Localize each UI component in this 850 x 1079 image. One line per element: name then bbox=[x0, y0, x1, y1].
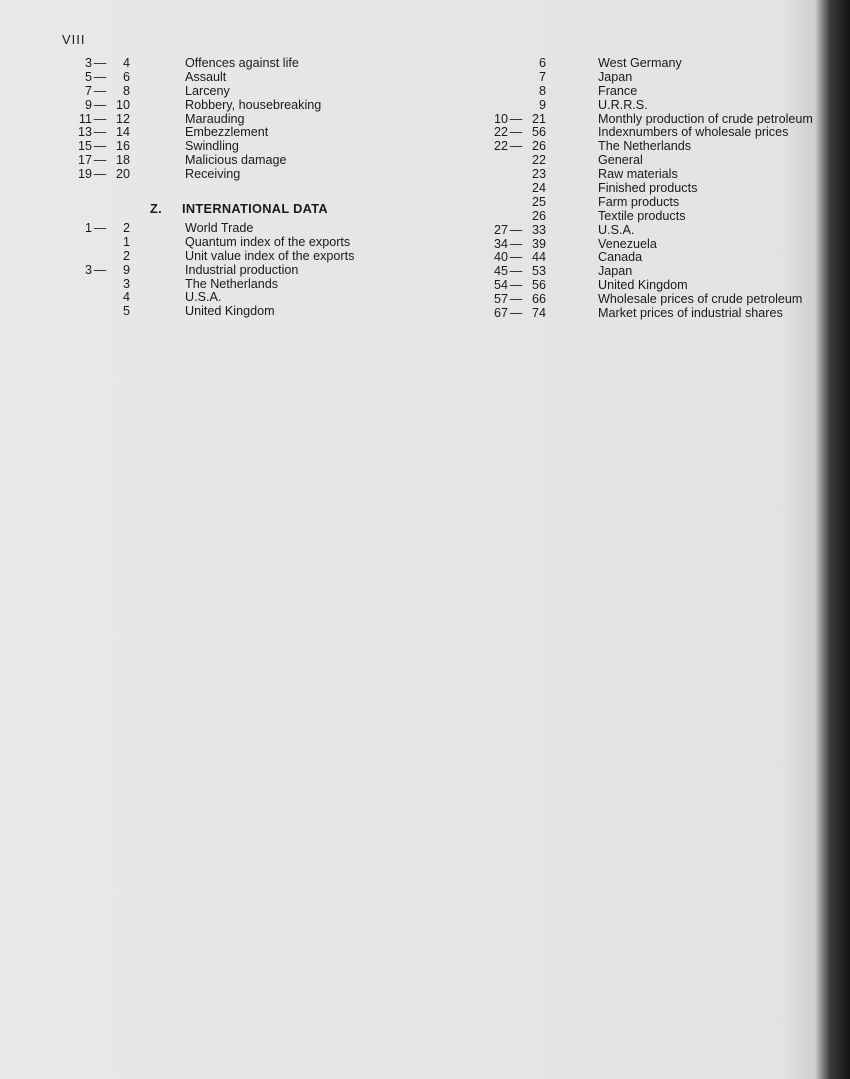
table-number-range bbox=[472, 140, 592, 154]
table-number-range bbox=[472, 57, 592, 71]
entry-label: United Kingdom bbox=[598, 278, 688, 293]
range-end: 1 bbox=[122, 234, 130, 249]
table-number-range bbox=[56, 222, 179, 236]
table-number-range bbox=[56, 99, 179, 113]
table-number-range bbox=[472, 210, 592, 224]
range-start: 22 bbox=[493, 125, 508, 140]
range-start: 40 bbox=[493, 250, 508, 265]
range-end: 8 bbox=[122, 83, 130, 98]
range-dash: — bbox=[93, 167, 107, 182]
range-end: 26 bbox=[531, 139, 546, 154]
range-start: 57 bbox=[493, 292, 508, 307]
range-end: 39 bbox=[531, 236, 546, 251]
table-entry bbox=[472, 85, 813, 99]
table-number-range bbox=[56, 113, 179, 127]
range-dash: — bbox=[93, 139, 107, 154]
entry-label: Unit value index of the exports bbox=[185, 248, 355, 263]
table-entry bbox=[56, 154, 354, 168]
table-number-range bbox=[472, 113, 592, 127]
table-number-range bbox=[56, 85, 179, 99]
table-number-range bbox=[472, 224, 592, 238]
entry-label: Swindling bbox=[185, 139, 239, 154]
table-number-range bbox=[56, 154, 179, 168]
range-start bbox=[472, 85, 508, 99]
section-title: INTERNATIONAL DATA bbox=[182, 201, 328, 217]
table-number-range bbox=[56, 168, 179, 182]
range-dash: — bbox=[93, 97, 107, 112]
range-end: 33 bbox=[531, 222, 546, 237]
range-start: 19 bbox=[77, 167, 92, 182]
range-dash bbox=[508, 196, 524, 210]
table-number-range bbox=[56, 278, 179, 292]
range-dash bbox=[508, 154, 524, 168]
table-entry bbox=[56, 126, 354, 140]
range-end: 56 bbox=[531, 125, 546, 140]
international-table-list bbox=[56, 222, 354, 319]
section-letter: Z. bbox=[150, 201, 162, 217]
range-start bbox=[472, 196, 508, 210]
range-dash: — bbox=[93, 221, 107, 236]
table-entry bbox=[56, 85, 354, 99]
range-start bbox=[56, 250, 92, 264]
entry-label: Canada bbox=[598, 250, 643, 265]
entry-label: Larceny bbox=[185, 83, 230, 98]
range-start bbox=[472, 99, 508, 113]
table-number-range bbox=[472, 182, 592, 196]
table-number-range bbox=[56, 250, 179, 264]
range-start: 45 bbox=[493, 264, 508, 279]
range-dash bbox=[92, 250, 108, 264]
range-start bbox=[56, 236, 92, 250]
left-column bbox=[56, 57, 354, 319]
entry-label: Wholesale prices of crude petroleum bbox=[598, 292, 803, 307]
entry-label: Finished products bbox=[598, 181, 698, 196]
entry-label: The Netherlands bbox=[185, 276, 279, 291]
range-dash: — bbox=[509, 278, 523, 293]
range-start bbox=[472, 168, 508, 182]
table-number-range bbox=[56, 126, 179, 140]
table-entry bbox=[472, 113, 813, 127]
entry-label: West Germany bbox=[598, 56, 682, 70]
range-start: 7 bbox=[84, 83, 92, 98]
entry-label: Receiving bbox=[185, 167, 241, 182]
table-entry bbox=[56, 236, 354, 250]
entry-label: Japan bbox=[598, 69, 633, 84]
table-entry bbox=[56, 264, 354, 278]
entry-label: Quantum index of the exports bbox=[185, 234, 351, 249]
range-end: 6 bbox=[538, 56, 546, 70]
range-start bbox=[56, 278, 92, 292]
entry-label: Marauding bbox=[185, 111, 245, 126]
range-start: 9 bbox=[84, 97, 92, 112]
table-number-range bbox=[472, 154, 592, 168]
range-end: 16 bbox=[115, 139, 130, 154]
entry-label: Japan bbox=[598, 264, 633, 279]
range-end: 4 bbox=[122, 290, 130, 305]
table-number-range bbox=[56, 57, 179, 71]
entry-label: The Netherlands bbox=[598, 139, 692, 154]
table-number-range bbox=[472, 251, 592, 265]
range-start: 10 bbox=[493, 111, 508, 126]
range-dash: — bbox=[509, 250, 523, 265]
entry-label: Industrial production bbox=[185, 262, 299, 277]
table-entry bbox=[56, 250, 354, 264]
range-end: 12 bbox=[115, 111, 130, 126]
table-number-range bbox=[56, 140, 179, 154]
range-end: 21 bbox=[531, 111, 546, 126]
table-entry bbox=[56, 140, 354, 154]
range-dash: — bbox=[93, 69, 107, 84]
range-dash: — bbox=[93, 56, 107, 70]
table-entry bbox=[472, 307, 813, 321]
range-dash: — bbox=[509, 306, 523, 321]
table-entry bbox=[472, 224, 813, 238]
range-end: 26 bbox=[531, 208, 546, 223]
table-number-range bbox=[472, 71, 592, 85]
entry-label: Malicious damage bbox=[185, 153, 287, 168]
range-end: 24 bbox=[531, 181, 546, 196]
range-dash bbox=[508, 85, 524, 99]
entry-label: Indexnumbers of wholesale prices bbox=[598, 125, 789, 140]
range-start: 17 bbox=[77, 153, 92, 168]
range-start bbox=[56, 291, 92, 305]
entry-label: United Kingdom bbox=[185, 304, 275, 319]
range-dash bbox=[508, 99, 524, 113]
range-end: 3 bbox=[122, 276, 130, 291]
range-dash: — bbox=[509, 292, 523, 307]
table-number-range bbox=[56, 71, 179, 85]
table-number-range bbox=[472, 85, 592, 99]
table-entry bbox=[56, 168, 354, 182]
entry-label: U.R.R.S. bbox=[598, 97, 648, 112]
entry-label: Raw materials bbox=[598, 167, 678, 182]
range-end: 9 bbox=[538, 97, 546, 112]
table-entry bbox=[472, 210, 813, 224]
range-start: 11 bbox=[78, 111, 92, 126]
international-table-list-continued bbox=[472, 57, 813, 321]
table-entry bbox=[56, 99, 354, 113]
table-number-range bbox=[472, 307, 592, 321]
table-entry bbox=[472, 293, 813, 307]
range-start bbox=[472, 182, 508, 196]
table-entry bbox=[472, 126, 813, 140]
range-start bbox=[472, 154, 508, 168]
right-column bbox=[472, 57, 813, 321]
range-end: 44 bbox=[531, 250, 546, 265]
table-number-range bbox=[472, 196, 592, 210]
table-entry bbox=[472, 154, 813, 168]
table-number-range bbox=[472, 293, 592, 307]
entry-label: France bbox=[598, 83, 638, 98]
range-start: 15 bbox=[77, 139, 92, 154]
range-dash bbox=[508, 182, 524, 196]
range-start: 1 bbox=[84, 221, 92, 236]
entry-label: Market prices of industrial shares bbox=[598, 306, 783, 321]
range-end: 6 bbox=[122, 69, 130, 84]
range-start bbox=[472, 71, 508, 85]
range-start: 34 bbox=[493, 236, 508, 251]
range-start: 5 bbox=[84, 69, 92, 84]
entry-label: Monthly production of crude petroleum bbox=[598, 111, 813, 126]
range-end: 9 bbox=[122, 262, 130, 277]
entry-label: Robbery, housebreaking bbox=[185, 97, 322, 112]
table-number-range bbox=[472, 238, 592, 252]
table-entry bbox=[472, 182, 813, 196]
table-entry bbox=[56, 57, 354, 71]
page-number: VIII bbox=[62, 32, 86, 47]
table-number-range bbox=[472, 99, 592, 113]
range-end: 53 bbox=[531, 264, 546, 279]
table-number-range bbox=[56, 264, 179, 278]
range-dash: — bbox=[509, 222, 523, 237]
table-entry bbox=[56, 222, 354, 236]
table-entry bbox=[56, 291, 354, 305]
table-entry bbox=[472, 238, 813, 252]
range-dash bbox=[508, 71, 524, 85]
table-number-range bbox=[56, 305, 179, 319]
entry-label: U.S.A. bbox=[185, 290, 222, 305]
table-entry bbox=[56, 278, 354, 292]
table-entry bbox=[56, 71, 354, 85]
range-dash: — bbox=[509, 139, 523, 154]
table-number-range bbox=[56, 291, 179, 305]
range-start: 54 bbox=[493, 278, 508, 293]
entry-label: Textile products bbox=[598, 208, 686, 223]
table-entry bbox=[56, 113, 354, 127]
table-entry bbox=[472, 140, 813, 154]
entry-label: Farm products bbox=[598, 194, 680, 209]
range-dash: — bbox=[93, 153, 107, 168]
table-entry bbox=[472, 57, 813, 71]
range-end: 20 bbox=[115, 167, 130, 182]
entry-label: Embezzlement bbox=[185, 125, 269, 140]
range-start bbox=[56, 305, 92, 319]
table-number-range bbox=[472, 279, 592, 293]
range-end: 8 bbox=[538, 83, 546, 98]
table-entry bbox=[472, 168, 813, 182]
range-start: 3 bbox=[84, 56, 92, 70]
range-end: 7 bbox=[538, 69, 546, 84]
range-dash: — bbox=[93, 125, 107, 140]
range-dash: — bbox=[93, 262, 107, 277]
entry-label: Offences against life bbox=[185, 56, 299, 70]
range-end: 25 bbox=[531, 194, 546, 209]
table-number-range bbox=[472, 126, 592, 140]
range-start: 27 bbox=[493, 222, 508, 237]
entry-label: General bbox=[598, 153, 643, 168]
range-start bbox=[472, 210, 508, 224]
table-entry bbox=[472, 251, 813, 265]
range-end: 2 bbox=[122, 221, 130, 236]
crime-table-list bbox=[56, 57, 354, 182]
range-dash bbox=[508, 168, 524, 182]
range-dash: — bbox=[509, 125, 523, 140]
range-end: 56 bbox=[531, 278, 546, 293]
entry-label: World Trade bbox=[185, 221, 254, 236]
range-dash: — bbox=[93, 111, 107, 126]
range-dash bbox=[92, 305, 108, 319]
range-end: 14 bbox=[115, 125, 130, 140]
entry-label: Venezuela bbox=[598, 236, 657, 251]
range-start: 22 bbox=[493, 139, 508, 154]
range-start: 3 bbox=[84, 262, 92, 277]
table-entry bbox=[472, 265, 813, 279]
range-dash bbox=[508, 57, 524, 71]
entry-label: U.S.A. bbox=[598, 222, 635, 237]
range-end: 2 bbox=[122, 248, 130, 263]
range-dash bbox=[92, 236, 108, 250]
range-end: 66 bbox=[531, 292, 546, 307]
range-dash bbox=[92, 278, 108, 292]
table-number-range bbox=[472, 168, 592, 182]
range-dash bbox=[508, 210, 524, 224]
range-end: 10 bbox=[115, 97, 130, 112]
entry-label: Assault bbox=[185, 69, 227, 84]
range-start: 67 bbox=[493, 306, 508, 321]
range-end: 5 bbox=[122, 304, 130, 319]
range-dash: — bbox=[93, 83, 107, 98]
range-dash: — bbox=[509, 111, 523, 126]
table-entry bbox=[472, 71, 813, 85]
table-number-range bbox=[56, 236, 179, 250]
range-dash: — bbox=[509, 264, 523, 279]
table-entry bbox=[472, 196, 813, 210]
range-start: 13 bbox=[77, 125, 92, 140]
range-dash bbox=[92, 291, 108, 305]
range-end: 74 bbox=[531, 306, 546, 321]
range-dash: — bbox=[509, 236, 523, 251]
section-heading bbox=[150, 202, 448, 216]
range-end: 23 bbox=[531, 167, 546, 182]
range-end: 4 bbox=[122, 56, 130, 70]
table-entry bbox=[56, 305, 354, 319]
table-entry bbox=[472, 279, 813, 293]
table-number-range bbox=[472, 265, 592, 279]
range-end: 22 bbox=[531, 153, 546, 168]
range-end: 18 bbox=[115, 153, 130, 168]
range-start bbox=[472, 57, 508, 71]
table-entry bbox=[472, 99, 813, 113]
